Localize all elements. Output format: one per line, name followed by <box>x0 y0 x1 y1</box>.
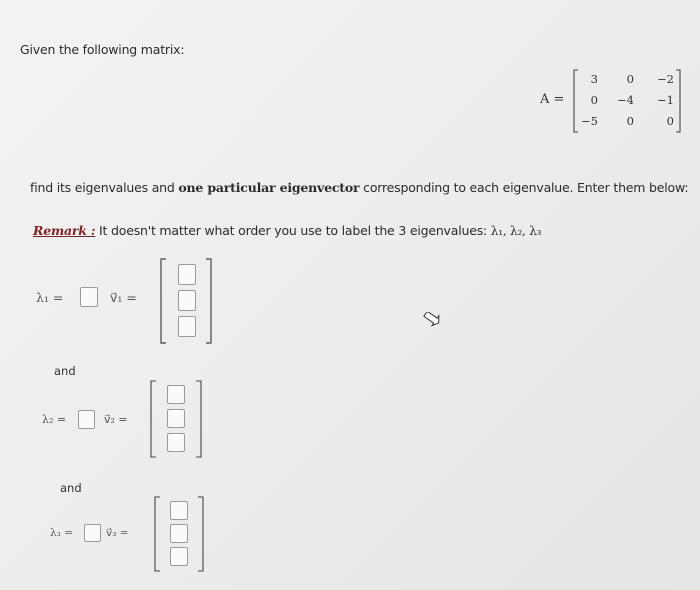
vector-2-label: v⃗₂ = <box>104 413 128 426</box>
lambda-1-label: λ₁ = <box>36 290 64 305</box>
vector-3-entry-1-input[interactable] <box>170 501 188 520</box>
instruction-text <box>30 180 688 195</box>
lambda-2-label: λ₂ = <box>42 413 67 426</box>
and-connector: and <box>54 364 76 378</box>
lambda-1-input[interactable] <box>80 287 98 307</box>
vector-1-matrix <box>160 258 212 344</box>
matrix-cell: 0 <box>626 114 634 128</box>
remark-body: It doesn't matter what order you use to label the 3 eigenvalues: <box>95 223 491 238</box>
remark-eigenvalues: λ₁, λ₂, λ₃ <box>490 224 542 238</box>
remark-label: Remark : <box>33 223 96 238</box>
cursor-icon <box>422 312 440 332</box>
matrix-label: A = <box>540 92 565 107</box>
and-connector: and <box>60 481 82 495</box>
lambda-3-input[interactable] <box>84 524 101 542</box>
vector-1-entry-1-input[interactable] <box>178 264 196 285</box>
matrix-cell: 0 <box>666 114 674 128</box>
intro-text: Given the following matrix: <box>20 42 185 57</box>
lambda-3-label: λ₃ = <box>50 527 73 539</box>
matrix-a <box>572 68 682 134</box>
vector-2-entry-2-input[interactable] <box>167 409 185 428</box>
remark-text <box>33 223 541 238</box>
instruction-part: find its eigenvalues and <box>30 180 179 195</box>
vector-3-entry-2-input[interactable] <box>170 524 188 543</box>
vector-2-entry-1-input[interactable] <box>167 385 185 404</box>
vector-1-entry-3-input[interactable] <box>178 316 196 337</box>
matrix-cell: 3 <box>590 72 598 86</box>
vector-3-entry-3-input[interactable] <box>170 547 188 566</box>
vector-3-matrix <box>154 496 204 572</box>
lambda-2-input[interactable] <box>78 410 95 429</box>
instruction-part: corresponding to each eigenvalue. Enter them below: <box>359 180 689 195</box>
matrix-cell: −5 <box>581 114 598 128</box>
vector-3-label: v⃗₃ = <box>106 527 129 539</box>
matrix-cell: 0 <box>590 93 598 107</box>
matrix-cell: −1 <box>657 93 674 107</box>
instruction-bold: one particular eigenvector <box>178 180 360 195</box>
matrix-cell: 0 <box>626 72 634 86</box>
matrix-cell: −2 <box>657 72 674 86</box>
matrix-cell: −4 <box>617 93 634 107</box>
vector-1-entry-2-input[interactable] <box>178 290 196 311</box>
vector-2-matrix <box>150 380 202 458</box>
vector-1-label: v⃗₁ = <box>110 290 137 305</box>
vector-2-entry-3-input[interactable] <box>167 433 185 452</box>
